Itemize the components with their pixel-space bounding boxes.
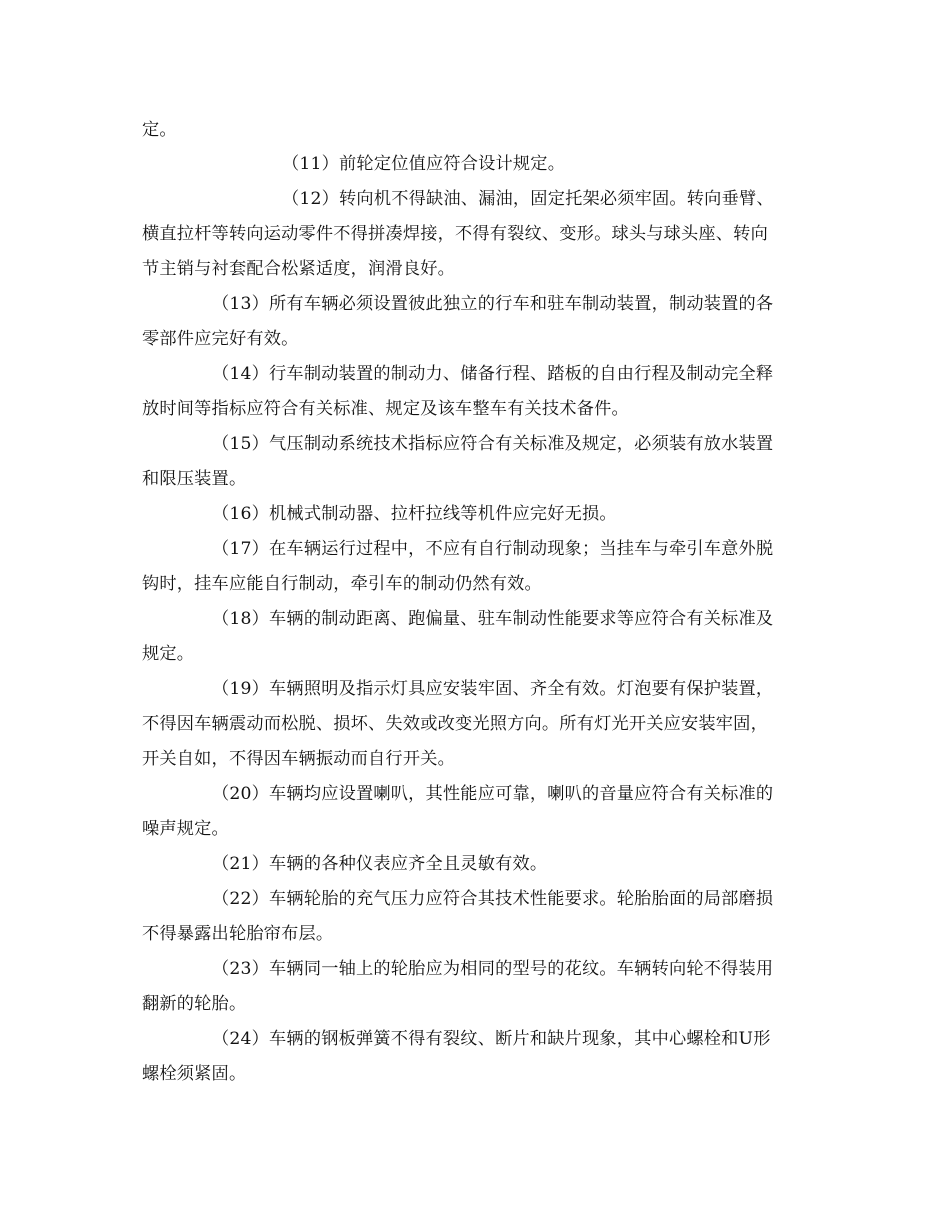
text-line: （14）行车制动装置的制动力、储备行程、踏板的自由行程及制动完全释 (212, 364, 774, 384)
text-line: （21）车辆的各种仪表应齐全且灵敏有效。 (212, 854, 548, 874)
text-line: 定。 (142, 120, 177, 140)
text-line: （16）机械式制动器、拉杆拉线等机件应完好无损。 (212, 504, 617, 524)
text-line: 放时间等指标应符合有关标准、规定及该车整车有关技术备件。 (142, 399, 629, 419)
text-line: （23）车辆同一轴上的轮胎应为相同的型号的花纹。车辆转向轮不得装用 (212, 959, 774, 979)
text-line: （19）车辆照明及指示灯具应安装牢固、齐全有效。灯泡要有保护装置， (212, 679, 774, 699)
text-line: 开关自如，不得因车辆振动而自行开关。 (142, 749, 455, 769)
text-line: 规定。 (142, 644, 195, 664)
text-line: （13）所有车辆必须设置彼此独立的行车和驻车制动装置，制动装置的各 (212, 294, 774, 314)
text-line: 零部件应完好有效。 (142, 329, 299, 349)
text-line: （20）车辆均应设置喇叭，其性能应可靠，喇叭的音量应符合有关标准的 (212, 784, 774, 804)
text-line: 螺栓须紧固。 (142, 1064, 247, 1084)
text-line: （22）车辆轮胎的充气压力应符合其技术性能要求。轮胎胎面的局部磨损 (212, 889, 774, 909)
text-line: 钩时，挂车应能自行制动，牵引车的制动仍然有效。 (142, 574, 542, 594)
text-line: （15）气压制动系统技术指标应符合有关标准及规定，必须装有放水装置 (212, 434, 774, 454)
text-line: （17）在车辆运行过程中，不应有自行制动现象；当挂车与牵引车意外脱 (212, 539, 774, 559)
text-line: 节主销与衬套配合松紧适度，润滑良好。 (142, 259, 455, 279)
text-line: （24）车辆的钢板弹簧不得有裂纹、断片和缺片现象，其中心螺栓和U形 (212, 1029, 771, 1049)
text-line: （18）车辆的制动距离、跑偏量、驻车制动性能要求等应符合有关标准及 (212, 609, 774, 629)
text-line: （11）前轮定位值应符合设计规定。 (282, 154, 566, 174)
text-line: 翻新的轮胎。 (142, 994, 247, 1014)
text-line: 和限压装置。 (142, 469, 247, 489)
text-line: 不得暴露出轮胎帘布层。 (142, 924, 334, 944)
text-line: （12）转向机不得缺油、漏油，固定托架必须牢固。转向垂臂、 (282, 189, 774, 209)
text-line: 不得因车辆震动而松脱、损坏、失效或改变光照方向。所有灯光开关应安装牢固， (142, 714, 768, 734)
text-line: 噪声规定。 (142, 819, 229, 839)
text-line: 横直拉杆等转向运动零件不得拼凑焊接，不得有裂纹、变形。球头与球头座、转向 (142, 224, 768, 244)
